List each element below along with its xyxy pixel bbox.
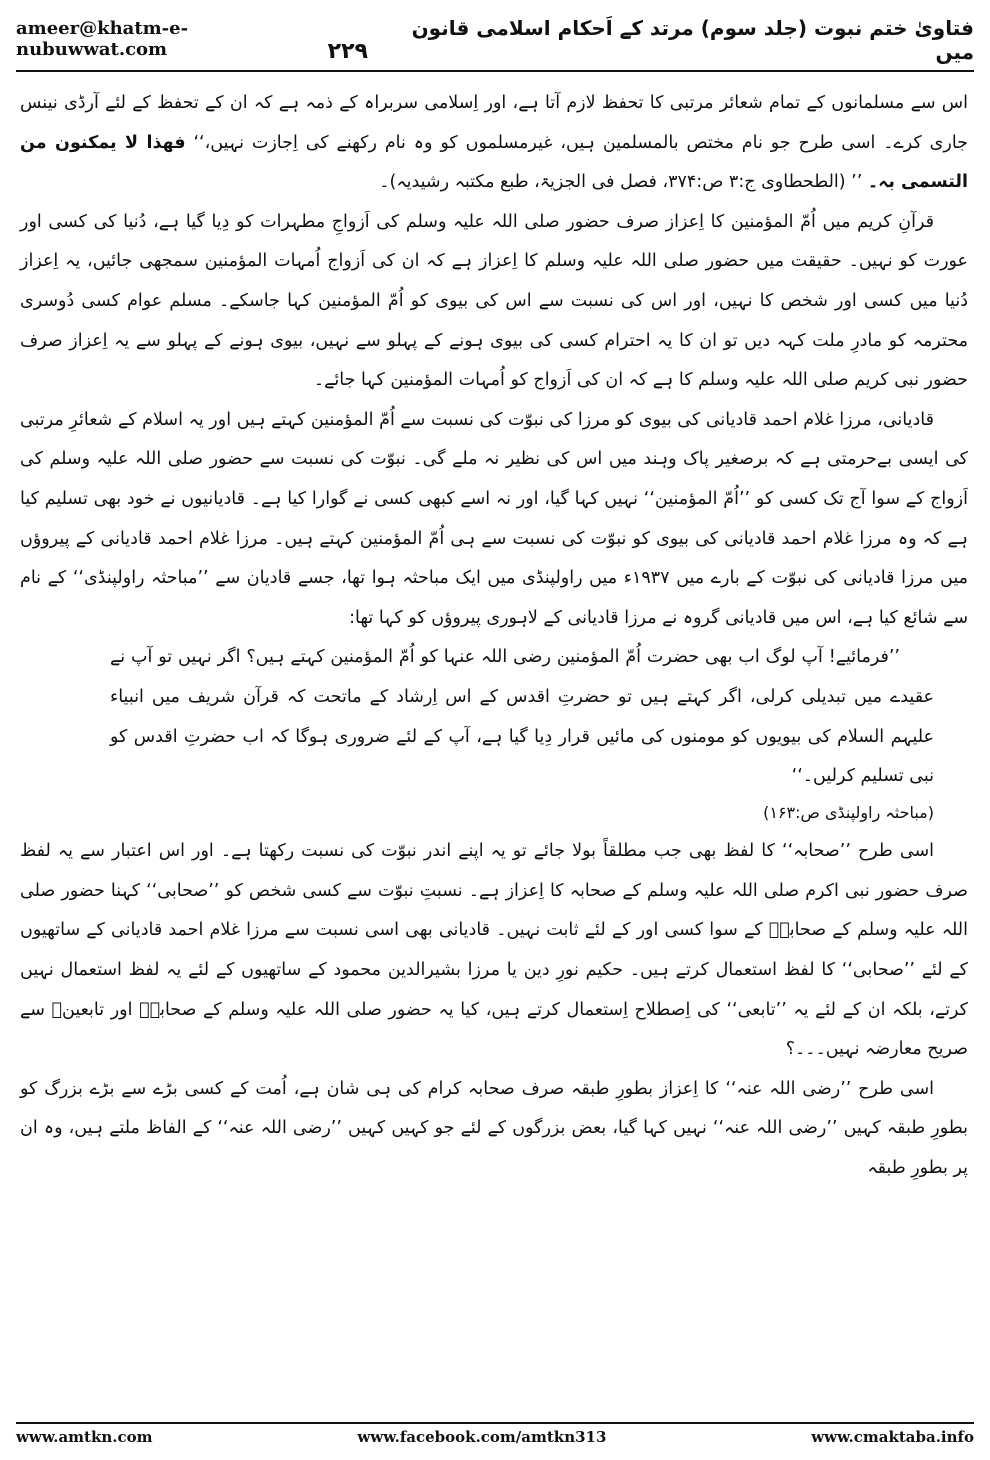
paragraph-3: قادیانی، مرزا غلام احمد قادیانی کی بیوی کو مرزا کی نبوّت کی نسبت سے اُمّ المؤمنین کہتے ہیں اور یہ اسلام کے شعائرِ مرتبی کی ایسی بےحرمتی ہے کہ برصغیر پاک وہند میں اس کی نظیر نہ ملے گی۔ نبوّت کی نسبت سے حضور صلی اللہ علیہ وسلم کی اَزواج کے سوا آج تک کسی کو ’’اُمّ المؤمنین‘‘ نہیں کہا گیا، اور نہ اسے کبھی کسی نے گوارا کیا ہے۔ قادیانیوں نے خود بھی تسلیم کیا ہے کہ وہ مرزا غلام احمد قادیانی کی بیوی کو نبوّت کی نسبت سے ہی اُمّ المؤمنین کہتے ہیں۔ مرزا غلام احمد قادیانی کے پیروؤں میں مرزا قادیانی کی نبوّت کے بارے میں ۱۹۳۷ء میں راولپنڈی میں ایک مباحثہ ہوا تھا، جسے قادیان سے ’’مباحثہ راولپنڈی‘‘ کے نام سے شائع کیا ہے، اس میں قادیانی گروہ نے مرزا قادیانی کے لاہوری پیروؤں کو کہا تھا: (20, 409, 968, 628)
paragraph-4: اسی طرح ’’صحابہ‘‘ کا لفظ بھی جب مطلقاً بولا جائے تو یہ اپنے اندر نبوّت کی نسبت رکھتا ہے۔ اور اس اعتبار سے یہ لفظ صرف حضور نبی اکرم صلی اللہ علیہ وسلم کے صحابہ کا اِعزاز ہے۔ نسبتِ نبوّت سے کسی شخص کو ’’صحابی‘‘ کہنا حضور صلی اللہ علیہ وسلم کے صحابہؓ کے سوا کسی اور کے لئے ثابت نہیں۔ قادیانی بھی اسی نسبت سے مرزا غلام احمد قادیانی کے ساتھیوں کے لئے ’’صحابی‘‘ کا لفظ استعمال کرتے ہیں۔ حکیم نورِ دین یا مرزا بشیرالدین محمود کے ساتھیوں کے لئے یہ لفظ استعمال نہیں کرتے، بلکہ ان کے لئے یہ ’’تابعی‘‘ کی اِصطلاح اِستعمال کرتے ہیں، کیا یہ حضور صلی اللہ علیہ وسلم کے صحابہؓ اور تابعینؒ سے صریح معارضہ نہیں۔۔۔؟ (20, 841, 968, 1060)
block-quote-text: ’’فرمائیے! آپ لوگ اب بھی حضرت اُمّ المؤمنین رضی اللہ عنہا کو اُمّ المؤمنین کہتے ہیں؟ اگر نہیں تو آپ نے عقیدے میں تبدیلی کرلی، اگر کہتے ہیں تو حضرتِ اقدس کے اس اِرشاد کے ماتحت کہ قرآن شریف میں انبیاء علیہم السلام کی بیویوں کو مومنوں کی مائیں قرار دِیا گیا ہے، آپ کے لئے ضروری ہوگا کہ اب حضرتِ اقدس کو نبی تسلیم کرلیں۔‘‘ (110, 647, 934, 787)
paragraph-2: قرآنِ کریم میں اُمّ المؤمنین کا اِعزاز صرف حضور صلی اللہ علیہ وسلم کی اَزواجِ مطہرات کو دِیا گیا ہے، دُنیا کی کسی اور عورت کو نہیں۔ حقیقت میں حضور صلی اللہ علیہ وسلم کا اِعزاز ہے کہ ان کی اَزواج اُمہات المؤمنین سمجھی جائیں، یہ اِعزاز دُنیا میں کسی اور شخص کا نہیں، اور اس کی نسبت سے اس کی بیوی کو اُمّ المؤمنین کہا جاسکے۔ مسلم عوام کسی دُوسری محترمہ کو مادرِ ملت کہہ دیں تو ان کا یہ احترام کسی کی بیوی ہونے کے پہلو سے نہیں، بیوی ہونے کے پہلو سے یہ اِعزاز صرف حضور نبی کریم صلی اللہ علیہ وسلم کا ہے کہ ان کی اَزواج کو اُمہات المؤمنین کہا جائے۔ (20, 211, 968, 391)
block-quote (20, 638, 934, 832)
page-footer (16, 1428, 974, 1446)
paragraph-1-reference: ’’ (الطحطاوی ج:۳ ص:۳۷۴، فصل فی الجزیۃ، طبع مکتبہ رشیدیہ)۔ (379, 172, 863, 193)
block-quote-citation: (مباحثہ راولپنڈی ص:۱۶۳) (763, 802, 934, 822)
paragraph-5: اسی طرح ’’رضی اللہ عنہ‘‘ کا اِعزاز بطورِ طبقہ صرف صحابہ کرام کی ہی شان ہے، اُمت کے کسی بڑے سے بڑے بزرگ کو بطورِ طبقہ کہیں ’’رضی اللہ عنہ‘‘ نہیں کہا گیا، بعض بزرگوں کے لئے جو کہیں کہیں ’’رضی اللہ عنہ‘‘ کے الفاظ ملتے ہیں، وہ ان پر بطورِ طبقہ (20, 1078, 968, 1179)
book-title: فتاویٰ ختم نبوت (جلد سوم) مرتد کے اَحکام اسلامی قانون میں (411, 16, 974, 64)
footer-divider (16, 1422, 974, 1424)
footer-link-amtkn[interactable]: www.amtkn.com (16, 1428, 153, 1446)
paragraph-1-text: اس سے مسلمانوں کے تمام شعائر مرتبی کا تحفظ لازم آتا ہے، اور اِسلامی سربراہ کے ذمہ ہے کہ ان کے تحفظ کے لئے آرڈی نینس جاری کرے۔ اسی طرح جو نام مختص بالمسلمین ہیں، غیرمسلموں کو وہ نام رکھنے کی اِجازت نہیں،‘‘ (20, 93, 968, 153)
footer-link-cmaktaba[interactable]: www.cmaktaba.info (811, 1428, 974, 1446)
header-email: ameer@khatm-e-nubuwwat.com (16, 18, 189, 60)
arabic-quote: فھذا لا یمکنون من التسمی بہ۔ (20, 132, 968, 193)
header-title-group (328, 16, 974, 64)
page-body (20, 84, 968, 1189)
paragraph-1 (20, 84, 968, 203)
header-divider (16, 70, 974, 72)
footer-link-facebook[interactable]: www.facebook.com/amtkn313 (357, 1428, 607, 1446)
page-header (16, 16, 974, 64)
page-number: ۲۲۹ (327, 39, 368, 64)
